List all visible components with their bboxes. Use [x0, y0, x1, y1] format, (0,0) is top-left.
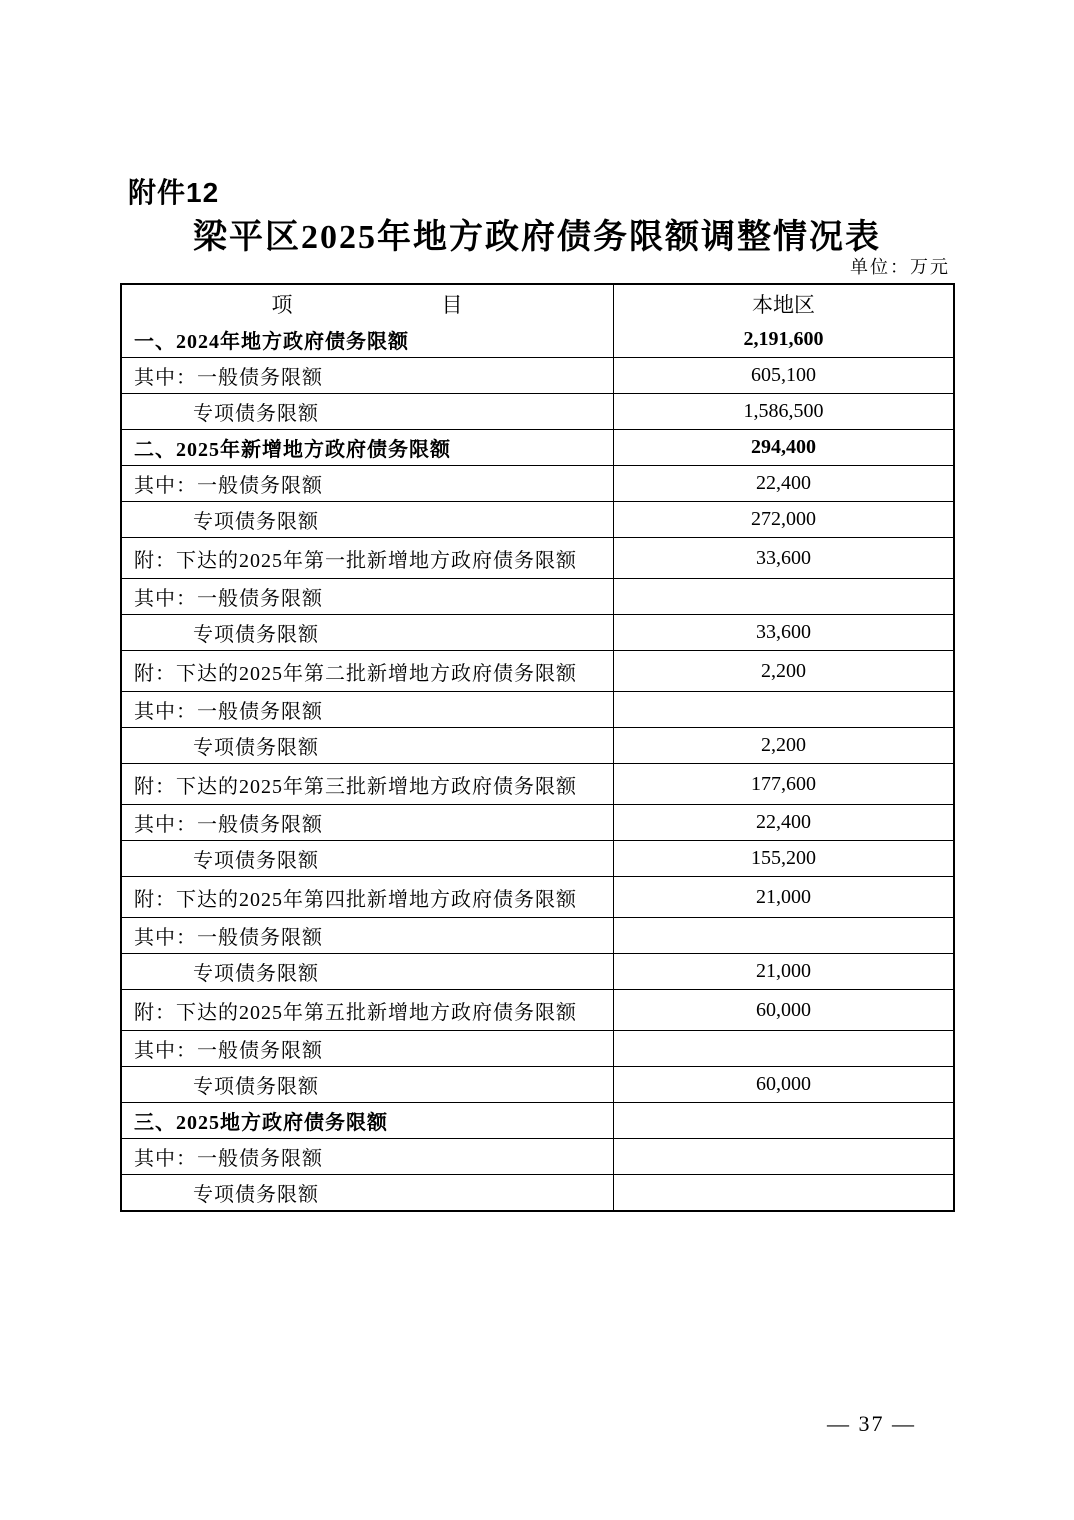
item-cell: 其中：一般债务限额 — [122, 805, 614, 840]
item-cell: 其中：一般债务限额 — [122, 692, 614, 727]
table-row — [122, 1066, 953, 1102]
value-cell — [614, 1031, 953, 1066]
item-cell: 其中：一般债务限额 — [122, 1139, 614, 1174]
value-cell: 605,100 — [751, 364, 816, 386]
table-row — [122, 465, 953, 501]
item-cell: 其中：一般债务限额 — [122, 1031, 614, 1066]
item-cell: 一、2024年地方政府债务限额 — [122, 322, 614, 357]
table-row — [122, 917, 953, 953]
table-row — [122, 840, 953, 876]
item-cell: 专项债务限额 — [122, 1067, 614, 1102]
value-cell — [614, 918, 953, 953]
value-cell: 272,000 — [751, 508, 816, 530]
item-column-header-left: 项 — [271, 292, 294, 317]
value-cell: 22,400 — [756, 472, 811, 494]
item-cell: 专项债务限额 — [122, 615, 614, 650]
table-body — [122, 322, 953, 1210]
region-column-header: 本地区 — [752, 292, 815, 317]
value-cell: 2,191,600 — [743, 328, 824, 350]
table-row — [122, 322, 953, 357]
value-cell: 2,200 — [761, 734, 806, 756]
item-column-header — [122, 285, 614, 322]
value-cell: 294,400 — [751, 436, 816, 458]
table-row — [122, 1102, 953, 1138]
table-row — [122, 953, 953, 989]
item-cell: 专项债务限额 — [122, 394, 614, 429]
value-cell — [614, 579, 953, 614]
item-cell: 附：下达的2025年第二批新增地方政府债务限额 — [122, 651, 614, 691]
value-cell: 2,200 — [761, 659, 806, 682]
value-cell — [614, 1175, 953, 1210]
item-cell: 专项债务限额 — [122, 502, 614, 537]
item-cell: 附：下达的2025年第三批新增地方政府债务限额 — [122, 764, 614, 804]
page-number: — 37 — — [827, 1411, 916, 1436]
table-row — [122, 537, 953, 578]
item-cell: 专项债务限额 — [122, 954, 614, 989]
value-cell: 155,200 — [751, 847, 816, 869]
table-row — [122, 1030, 953, 1066]
item-cell: 其中：一般债务限额 — [122, 918, 614, 953]
table-row — [122, 763, 953, 804]
table-row — [122, 804, 953, 840]
value-cell: 33,600 — [756, 546, 811, 569]
table-row — [122, 876, 953, 917]
item-cell: 其中：一般债务限额 — [122, 579, 614, 614]
value-cell: 1,586,500 — [743, 400, 824, 422]
value-cell — [614, 1103, 953, 1138]
value-cell: 22,400 — [756, 811, 811, 833]
value-cell: 60,000 — [756, 998, 811, 1021]
table-row — [122, 578, 953, 614]
table-row — [122, 614, 953, 650]
item-cell: 其中：一般债务限额 — [122, 358, 614, 393]
value-cell — [614, 1139, 953, 1174]
table-row — [122, 501, 953, 537]
value-cell: 60,000 — [756, 1073, 811, 1095]
value-cell: 177,600 — [751, 772, 816, 795]
table-row — [122, 1138, 953, 1174]
value-cell: 33,600 — [756, 621, 811, 643]
table-row — [122, 393, 953, 429]
unit-note: 单位：万元 — [850, 257, 950, 277]
value-cell: 21,000 — [756, 885, 811, 908]
table-row — [122, 989, 953, 1030]
item-cell: 附：下达的2025年第五批新增地方政府债务限额 — [122, 990, 614, 1030]
item-column-header-right: 目 — [441, 292, 464, 317]
attachment-label: 附件12 — [128, 177, 220, 208]
table-row — [122, 429, 953, 465]
item-cell: 附：下达的2025年第四批新增地方政府债务限额 — [122, 877, 614, 917]
item-cell: 附：下达的2025年第一批新增地方政府债务限额 — [122, 538, 614, 578]
item-cell: 专项债务限额 — [122, 728, 614, 763]
table-row — [122, 1174, 953, 1210]
item-cell: 专项债务限额 — [122, 1175, 614, 1210]
table-row — [122, 357, 953, 393]
table-header-row — [122, 285, 953, 322]
table-row — [122, 727, 953, 763]
value-cell — [614, 692, 953, 727]
debt-limit-table — [120, 283, 955, 1212]
item-cell: 二、2025年新增地方政府债务限额 — [122, 430, 614, 465]
table-row — [122, 691, 953, 727]
item-cell: 专项债务限额 — [122, 841, 614, 876]
value-cell: 21,000 — [756, 960, 811, 982]
item-cell: 三、2025地方政府债务限额 — [122, 1103, 614, 1138]
document-title: 梁平区2025年地方政府债务限额调整情况表 — [193, 219, 881, 256]
table-row — [122, 650, 953, 691]
item-cell: 其中：一般债务限额 — [122, 466, 614, 501]
